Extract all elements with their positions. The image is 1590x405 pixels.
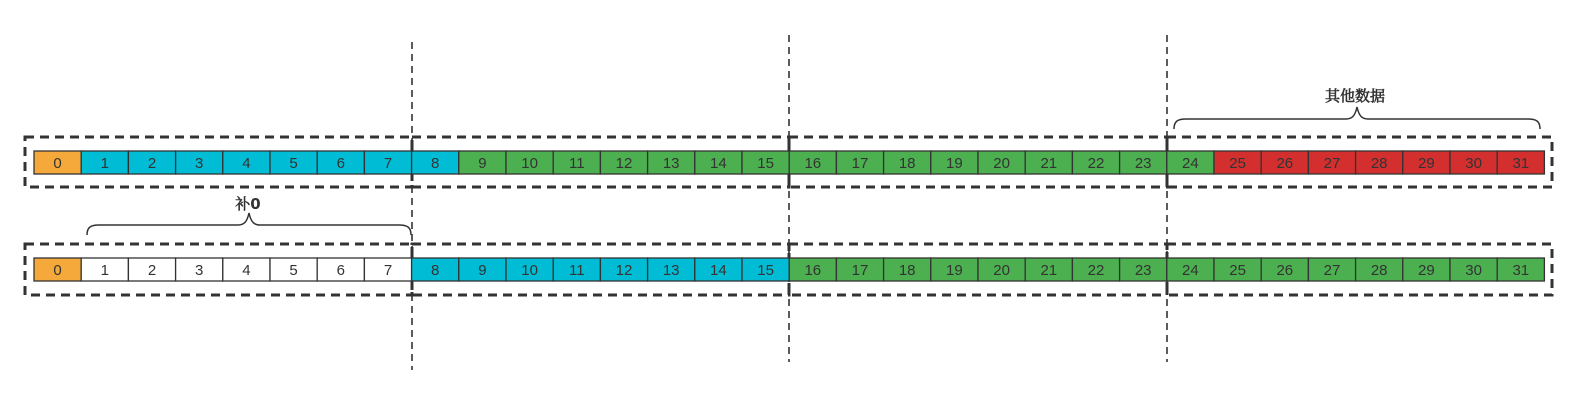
bottom-cell-label-27: 27 bbox=[1323, 262, 1341, 279]
bottom-cell-label-29: 29 bbox=[1418, 262, 1435, 279]
top-cell-label-6: 6 bbox=[336, 155, 345, 172]
bottom-cell-label-3: 3 bbox=[195, 262, 204, 279]
top-cell-label-0: 0 bbox=[53, 155, 62, 172]
top-cell-label-12: 12 bbox=[615, 155, 633, 172]
bottom-cell-label-8: 8 bbox=[431, 262, 440, 279]
top-cell-label-31: 31 bbox=[1512, 155, 1530, 172]
top-cell-label-9: 9 bbox=[478, 155, 487, 172]
top-cell-label-19: 19 bbox=[946, 155, 963, 172]
top-cell-label-27: 27 bbox=[1323, 155, 1341, 172]
top-cell-label-8: 8 bbox=[431, 155, 440, 172]
top-cell-label-13: 13 bbox=[662, 155, 680, 172]
zero-pad-brace bbox=[87, 213, 411, 235]
bottom-cell-label-17: 17 bbox=[851, 262, 869, 279]
bottom-cell-label-6: 6 bbox=[336, 262, 345, 279]
bottom-cell-label-0: 0 bbox=[53, 262, 62, 279]
top-cell-label-2: 2 bbox=[147, 155, 157, 172]
top-cell-label-5: 5 bbox=[289, 155, 298, 172]
bottom-cell-label-9: 9 bbox=[478, 262, 487, 279]
bottom-cell-label-20: 20 bbox=[993, 262, 1010, 279]
bottom-cell-label-10: 10 bbox=[521, 262, 538, 279]
bottom-cell-label-14: 14 bbox=[710, 262, 727, 279]
bottom-cell-label-18: 18 bbox=[898, 262, 916, 279]
bottom-cell-label-5: 5 bbox=[289, 262, 298, 279]
top-cell-label-3: 3 bbox=[195, 155, 204, 172]
bottom-cell-label-12: 12 bbox=[615, 262, 633, 279]
top-cell-label-24: 24 bbox=[1182, 155, 1199, 172]
bottom-cell-label-11: 11 bbox=[569, 262, 585, 279]
top-cell-label-11: 11 bbox=[569, 155, 585, 172]
zero-pad-label: 补0 bbox=[235, 195, 261, 213]
bottom-cell-label-16: 16 bbox=[804, 262, 822, 279]
top-cell-label-18: 18 bbox=[898, 155, 916, 172]
top-cell-label-23: 23 bbox=[1134, 155, 1152, 172]
bottom-cell-label-28: 28 bbox=[1370, 262, 1388, 279]
top-cell-label-30: 30 bbox=[1465, 155, 1482, 172]
bottom-cell-label-21: 21 bbox=[1040, 262, 1058, 279]
bottom-cell-label-15: 15 bbox=[757, 262, 774, 279]
top-cell-label-15: 15 bbox=[757, 155, 774, 172]
top-cell-label-4: 4 bbox=[242, 155, 251, 172]
top-cell-label-29: 29 bbox=[1418, 155, 1435, 172]
top-cell-label-28: 28 bbox=[1370, 155, 1388, 172]
bottom-cell-label-2: 2 bbox=[147, 262, 157, 279]
top-cell-label-26: 26 bbox=[1276, 155, 1294, 172]
bottom-cell-label-7: 7 bbox=[383, 262, 393, 279]
bottom-cell-label-4: 4 bbox=[242, 262, 251, 279]
top-cell-label-10: 10 bbox=[521, 155, 538, 172]
top-cell-label-22: 22 bbox=[1087, 155, 1105, 172]
bottom-cell-label-13: 13 bbox=[662, 262, 680, 279]
top-cell-label-16: 16 bbox=[804, 155, 822, 172]
bottom-cell-label-23: 23 bbox=[1134, 262, 1152, 279]
bottom-byte-row bbox=[34, 258, 1544, 281]
other-data-label: 其他数据 bbox=[1324, 87, 1386, 105]
top-cell-label-14: 14 bbox=[710, 155, 727, 172]
top-cell-label-20: 20 bbox=[993, 155, 1010, 172]
top-cell-label-25: 25 bbox=[1229, 155, 1246, 172]
bottom-cell-label-1: 1 bbox=[100, 262, 109, 279]
bottom-cell-label-22: 22 bbox=[1087, 262, 1105, 279]
bottom-cell-label-30: 30 bbox=[1465, 262, 1482, 279]
bottom-cell-label-24: 24 bbox=[1182, 262, 1199, 279]
bottom-cell-label-31: 31 bbox=[1512, 262, 1530, 279]
top-cell-label-1: 1 bbox=[100, 155, 109, 172]
top-byte-row bbox=[34, 151, 1544, 174]
top-cell-label-21: 21 bbox=[1040, 155, 1058, 172]
vertical-separators bbox=[412, 35, 1167, 370]
other-data-brace bbox=[1174, 107, 1540, 129]
bottom-cell-label-19: 19 bbox=[946, 262, 963, 279]
top-cell-label-7: 7 bbox=[383, 155, 393, 172]
bottom-cell-label-26: 26 bbox=[1276, 262, 1294, 279]
top-cell-label-17: 17 bbox=[851, 155, 869, 172]
bottom-cell-label-25: 25 bbox=[1229, 262, 1246, 279]
